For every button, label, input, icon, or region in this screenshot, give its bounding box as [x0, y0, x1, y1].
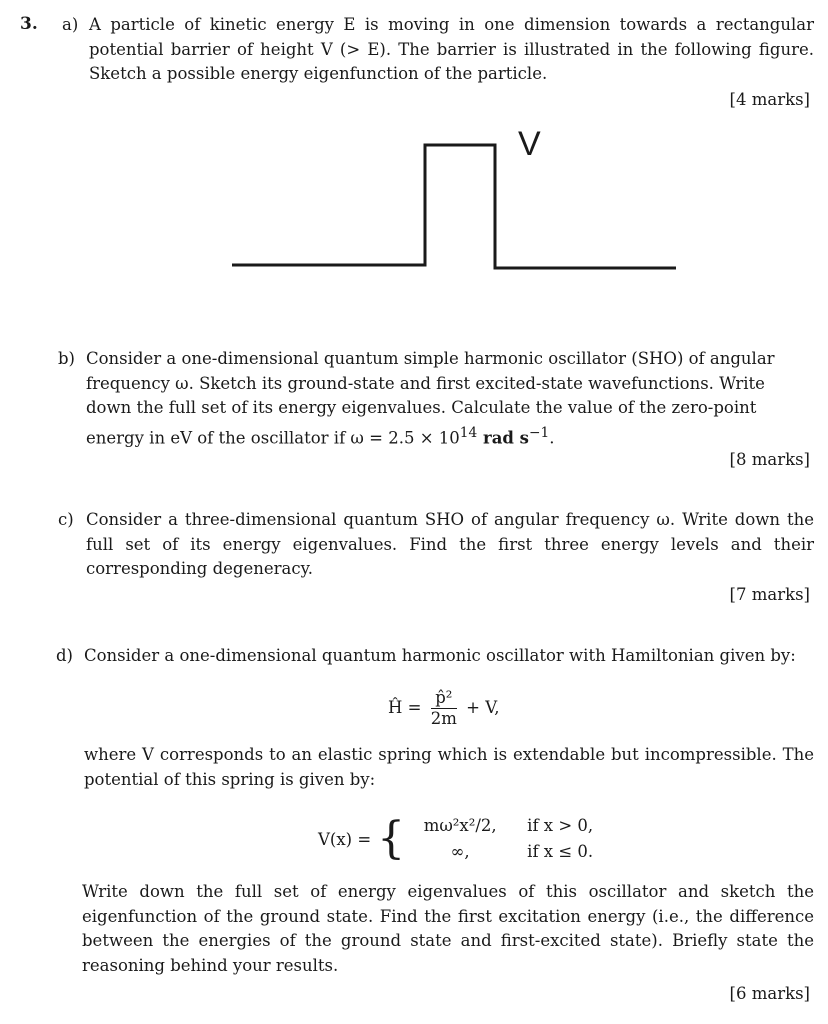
- part-c-text: Consider a three-dimensional quantum SHO of angular frequency ω. Write down the full set of its energy eigenvalues. Find the first three energy levels and their corresponding degeneracy.: [86, 510, 814, 578]
- part-d-label: d): [56, 646, 73, 665]
- part-d-end-text: Write down the full set of energy eigenvalues of this oscillator and sketch the eigenfunction of the ground state. Find the first excitation energy (i.e., the difference between the energies of the ground state and first-excited state). Briefly state the reasoning behind your results.: [82, 882, 814, 975]
- barrier-figure: [0, 0, 828, 290]
- omega-unit-exponent: −1: [528, 424, 550, 441]
- part-b-line-4-pre: energy in eV of the oscillator if ω = 2.5 × 10: [86, 428, 460, 447]
- hamiltonian-lhs: Ĥ =: [388, 698, 422, 717]
- hamiltonian-rhs: + V,: [466, 698, 500, 717]
- potential-case-2: [415, 839, 593, 865]
- part-b-line-1: Consider a one-dimensional quantum simple harmonic oscillator (SHO) of angular: [86, 349, 775, 368]
- case-2-condition: if x ≤ 0.: [527, 842, 594, 861]
- part-d-mid-text: where V corresponds to an elastic spring which is extendable but incompressible. The potential of this spring is given by:: [84, 745, 814, 789]
- barrier-height-label: V: [518, 125, 541, 163]
- part-b-line-4-end: .: [549, 428, 555, 447]
- case-1-expression: mω²x²/2,: [423, 816, 497, 835]
- hamiltonian-denominator: 2m: [430, 709, 457, 728]
- case-1-condition: if x > 0,: [527, 816, 594, 835]
- potential-lhs: V(x) =: [318, 829, 372, 849]
- part-d-intro: Consider a one-dimensional quantum harmonic oscillator with Hamiltonian given by:: [84, 646, 796, 665]
- hamiltonian-numerator: p̂²: [431, 688, 457, 709]
- part-c-label: c): [58, 510, 74, 529]
- hamiltonian-equation: [388, 688, 499, 729]
- omega-exponent: 14: [459, 424, 478, 441]
- question-number: 3.: [20, 14, 38, 34]
- potential-case-1: [415, 813, 593, 839]
- barrier-outline: [232, 145, 676, 268]
- part-b-label: b): [58, 349, 75, 368]
- hamiltonian-fraction: [431, 688, 457, 729]
- part-b-marks: [8 marks]: [729, 450, 810, 469]
- omega-unit: rad s: [477, 428, 529, 447]
- part-b-line-4: [86, 421, 814, 451]
- part-a-text: A particle of kinetic energy E is moving in one dimension towards a rectangular potential barrier of height V (> E). The barrier is illustrated in the following figure. Sketch a possible energy eigenfunction of the particle.: [89, 15, 814, 83]
- part-d-marks: [6 marks]: [729, 984, 810, 1003]
- part-a-marks: [4 marks]: [729, 90, 810, 109]
- potential-cases: [415, 813, 593, 865]
- potential-equation: [318, 813, 593, 865]
- part-b-line-3: down the full set of its energy eigenvalues. Calculate the value of the zero-point: [86, 398, 757, 417]
- part-b-text: [86, 347, 814, 451]
- part-a-label: a): [62, 15, 79, 34]
- case-2-expression: ∞,: [450, 842, 470, 861]
- part-c-marks: [7 marks]: [729, 585, 810, 604]
- left-brace: {: [377, 813, 406, 864]
- part-b-line-2: frequency ω. Sketch its ground-state and first excited-state wavefunctions. Write: [86, 373, 765, 393]
